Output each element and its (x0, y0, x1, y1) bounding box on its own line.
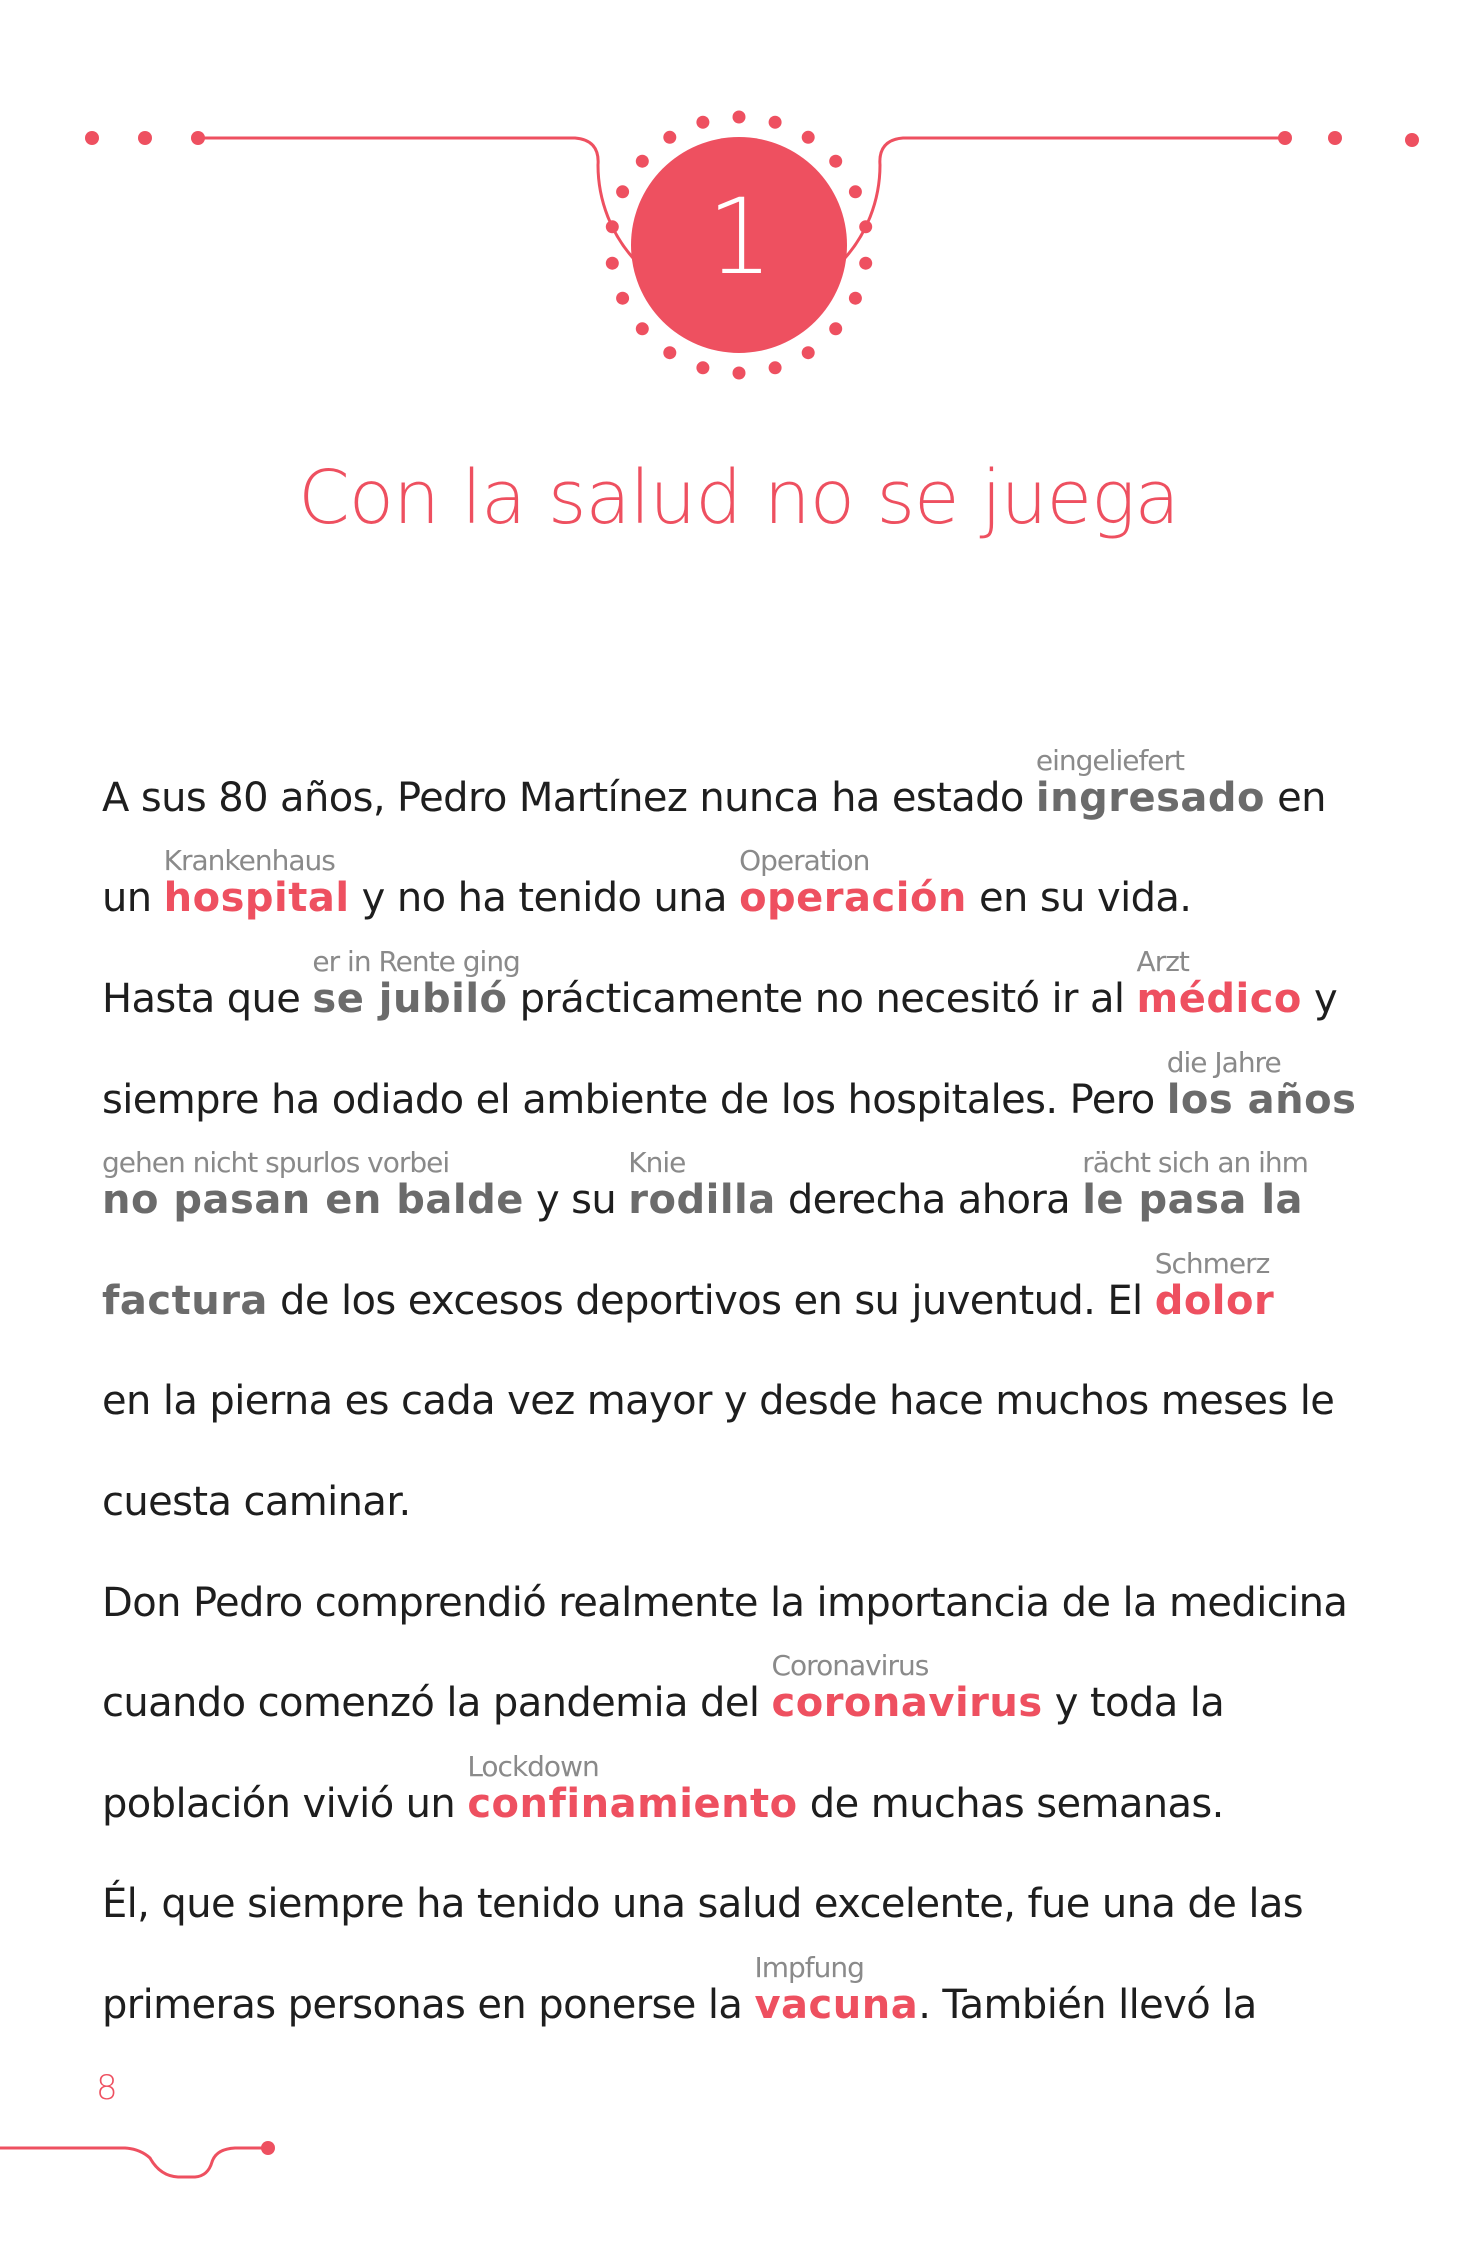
text-line (102, 1951, 1257, 2030)
gloss: gehen nicht spurlos vorbei (102, 1146, 450, 1179)
keyword-text: dolor (1154, 1278, 1275, 1324)
ring-dot (663, 131, 676, 144)
text-segment: y toda la (1042, 1680, 1225, 1726)
text-segment: siempre ha odiado el ambiente de los hospitales. Pero (102, 1077, 1167, 1123)
keyword-coronavirus (771, 1649, 1043, 1728)
keyword-no-pasan-en-balde (102, 1146, 524, 1225)
keyword-hospital (163, 844, 350, 923)
gloss: Knie (628, 1146, 686, 1179)
ring-dot (606, 257, 619, 270)
keyword-operacion (739, 844, 967, 923)
ring-dot (733, 367, 746, 380)
text-line (102, 1376, 1334, 1426)
ring-dot (616, 292, 629, 305)
keyword-se-jubilo (312, 945, 520, 1024)
keyword-vacuna (754, 1951, 919, 2030)
text-line (102, 1578, 1347, 1628)
text-line (102, 1247, 1275, 1326)
ring-dot (829, 322, 842, 335)
text-line (102, 1649, 1225, 1728)
keyword-text: se jubiló (312, 976, 508, 1022)
keyword-text: médico (1136, 976, 1302, 1022)
keyword-text: coronavirus (771, 1680, 1043, 1726)
chapter-number: 1 (706, 176, 774, 298)
keyword-medico (1136, 945, 1302, 1024)
ring-dot (859, 257, 872, 270)
gloss: Operation (739, 844, 870, 877)
ring-dot (859, 220, 872, 233)
gloss: Krankenhaus (163, 844, 335, 877)
text-segment: en la pierna es cada vez mayor y desde hace muchos meses le (102, 1378, 1335, 1424)
gloss: die Jahre (1166, 1046, 1281, 1079)
ring-dot (802, 131, 815, 144)
ring-dot (769, 116, 782, 129)
page-number: 8 (96, 2068, 118, 2108)
keyword-ingresado (1035, 744, 1265, 823)
ring-dot (606, 220, 619, 233)
text-segment: A sus 80 años, Pedro Martínez nunca ha estado (102, 775, 1036, 821)
keyword-text: le pasa la (1082, 1177, 1304, 1223)
text-line (102, 744, 1326, 823)
keyword-text: vacuna (754, 1982, 919, 2028)
ring-dot (769, 361, 782, 374)
text-segment: en su vida. (966, 875, 1192, 921)
chapter-title: Con la salud no se juega (298, 455, 1179, 541)
gloss: eingeliefert (1035, 744, 1185, 777)
keyword-text: rodilla (628, 1177, 776, 1223)
gloss: Impfung (754, 1951, 864, 1984)
keyword-text: operación (739, 875, 967, 921)
text-segment: Don Pedro comprendió realmente la importancia de la medicina (102, 1580, 1348, 1626)
keyword-text: los años (1166, 1077, 1357, 1123)
gloss: Coronavirus (771, 1649, 929, 1682)
keyword-text: confinamiento (467, 1781, 798, 1827)
text-segment: población vivió un (102, 1781, 468, 1827)
text-segment: y (1301, 976, 1338, 1022)
gloss: Schmerz (1154, 1247, 1270, 1280)
keyword-text: no pasan en balde (102, 1177, 524, 1223)
keyword-dolor (1154, 1247, 1275, 1326)
text-line (102, 1750, 1224, 1829)
text-segment: de los excesos deportivos en su juventud. El (267, 1278, 1155, 1324)
ring-dot (696, 116, 709, 129)
gloss: er in Rente ging (312, 945, 520, 978)
text-segment: y no ha tenido una (349, 875, 740, 921)
keyword-confinamiento (467, 1750, 798, 1829)
ring-dot (849, 292, 862, 305)
text-line (102, 844, 1192, 923)
ring-dot (802, 346, 815, 359)
ring-dot (616, 185, 629, 198)
text-segment: . También llevó la (918, 1982, 1257, 2028)
text-segment: cuando comenzó la pandemia del (102, 1680, 772, 1726)
gloss: Arzt (1136, 945, 1189, 978)
ring-dot (696, 361, 709, 374)
keyword-factura (102, 1276, 268, 1326)
text-segment: de muchas semanas. (797, 1781, 1224, 1827)
footer-ornament (0, 2060, 320, 2180)
text-segment: prácticamente no necesitó ir al (507, 976, 1137, 1022)
text-line (102, 1879, 1303, 1929)
text-segment: Hasta que (102, 976, 313, 1022)
ring-dot (663, 346, 676, 359)
keyword-text: hospital (163, 875, 350, 921)
text-segment: Él, que siempre ha tenido una salud excelente, fue una de las (102, 1881, 1303, 1927)
ring-dot (849, 185, 862, 198)
text-segment: primeras personas en ponerse la (102, 1982, 755, 2028)
gloss: rächt sich an ihm (1082, 1146, 1308, 1179)
gloss: Lockdown (467, 1750, 599, 1783)
text-line (102, 1146, 1308, 1225)
text-segment: en (1265, 775, 1326, 821)
ring-dot (636, 155, 649, 168)
text-line (102, 1477, 411, 1527)
text-line (102, 945, 1338, 1024)
ring-dot (829, 155, 842, 168)
keyword-los-anos (1166, 1046, 1357, 1125)
ring-dot (733, 111, 746, 124)
keyword-text: ingresado (1035, 775, 1265, 821)
keyword-rodilla (628, 1146, 776, 1225)
keyword-le-pasa-la (1082, 1146, 1308, 1225)
text-segment: y su (523, 1177, 629, 1223)
text-segment: un (102, 875, 164, 921)
text-segment: cuesta caminar. (102, 1479, 411, 1525)
text-line (102, 1046, 1357, 1125)
ring-dot (636, 322, 649, 335)
keyword-text: factura (102, 1278, 268, 1324)
text-segment: derecha ahora (775, 1177, 1083, 1223)
